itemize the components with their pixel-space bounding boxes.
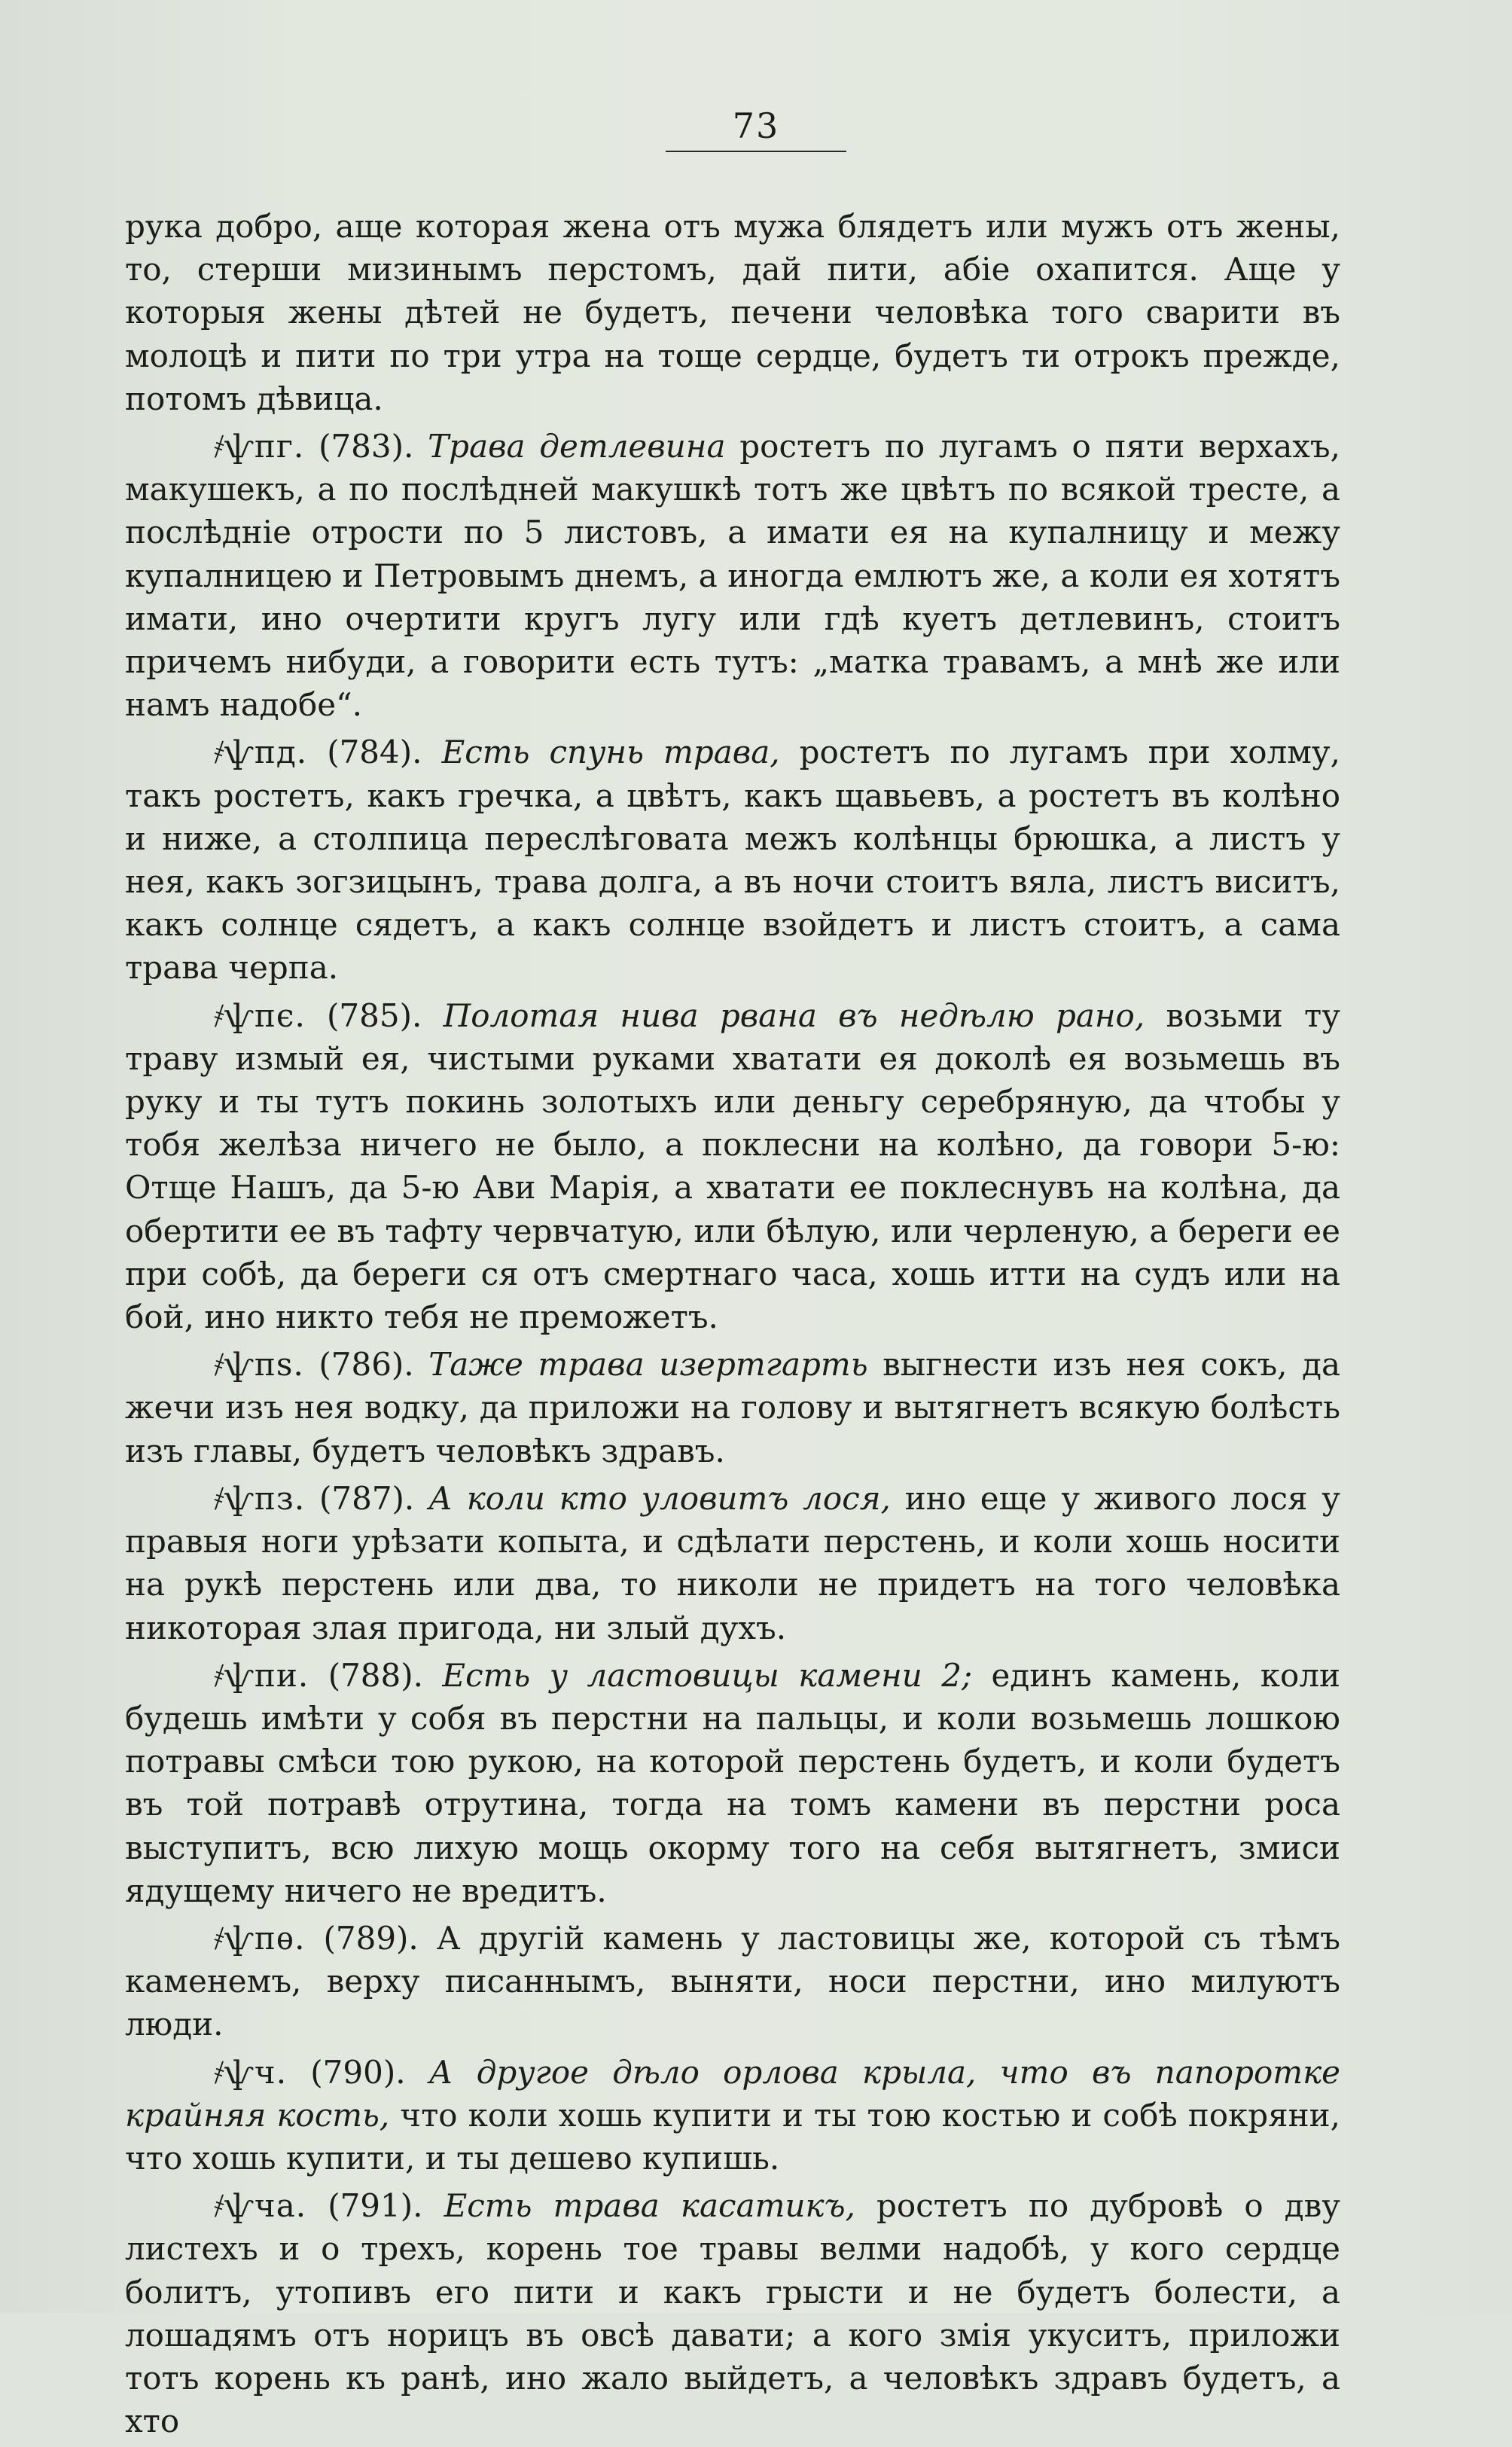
entry-title: Таже трава изертгарть (428, 1346, 868, 1384)
entry-784 (125, 731, 1340, 989)
entry-text: А другій камень у ластовицы же, которой съ тѣмъ каменемъ, верху писаннымъ, выняти, носи перстни, ино милуютъ люди. (125, 1919, 1340, 2043)
entry-title: Полотая нива рвана въ недѣлю рано, (443, 996, 1145, 1034)
entry-783 (125, 425, 1340, 726)
entry-title: А другое дѣло орлова крыла, что въ папоротке крайняя кость, (125, 2053, 1341, 2134)
entry-785 (125, 994, 1340, 1339)
entry-number: (791). (328, 2187, 423, 2225)
entry-numeral: ҂ѱпѳ. (214, 1919, 306, 1957)
entry-numeral: ҂ѱпд. (214, 734, 308, 771)
entry-790 (125, 2051, 1340, 2180)
entry-786 (125, 1343, 1340, 1472)
entry-numeral: ҂ѱча. (214, 2187, 307, 2225)
continuation-paragraph: рука добро, аще которая жена отъ мужа блядетъ или мужъ отъ жены, то, стерши мизинымъ перстомъ, дай пити, абіе охапится. Аще у которыя жены дѣтей не будетъ, печени человѣка того сварити въ молоцѣ и пити по три утра на тоще сердце, будетъ ти отрокъ прежде, потомъ дѣвица. (125, 208, 1340, 417)
body-text (125, 205, 1340, 2447)
entry-787 (125, 1477, 1340, 1649)
entry-text: единъ камень, коли будешь имѣти у собя въ перстни на пальцы, и коли возьмешь лошкою потравы смѣси тою рукою, на которой перстень будетъ, и коли будетъ въ той потравѣ отрутина, тогда на томъ камени въ перстни роса выступитъ, всю лихую мощь окорму того на себя вытягнетъ, змиси ядущему ничего не вредитъ. (125, 1656, 1341, 1909)
page-number: 73 (666, 105, 846, 152)
entry-number: (788). (328, 1656, 423, 1694)
entry-numeral: ҂ѱпє. (214, 996, 306, 1034)
entry-text: ростетъ по лугамъ при холму, такъ ростетъ, какъ гречка, а цвѣтъ, какъ щавьевъ, а ростетъ въ колѣно и ниже, а столпица переслѣговата межъ колѣнцы брюшка, а листъ у нея, какъ зогзицынъ, трава долга, а въ ночи стоитъ вяла, листъ виситъ, какъ солнце сядетъ, а какъ солнце взойдетъ и листъ стоитъ, а сама трава черпа. (125, 734, 1340, 987)
entry-789 (125, 1917, 1340, 2046)
entry-title: Трава детлевина (428, 428, 726, 465)
entry-number: (790). (310, 2053, 406, 2091)
entry-text: ростетъ по дубровѣ о дву листехъ и о трехъ, корень тое травы велми надобѣ, у кого сердце болитъ, утопивъ его пити и какъ грысти и не будетъ болести, а лошадямъ отъ норицъ въ овсѣ давати; а кого змія укуситъ, приложи тотъ корень къ ранѣ, ино жало выйдетъ, а человѣкъ здравъ будетъ, а хто (125, 2187, 1340, 2440)
entry-numeral: ҂ѱпи. (214, 1656, 309, 1694)
entry-text: возьми ту траву измый ея, чистыми руками хватати ея доколѣ ея возьмешь въ руку и ты тутъ покинь золотыхъ или деньгу серебряную, да чтобы у тобя желѣза ничего не было, а поклесни на колѣно, да говори 5-ю: Отще Нашъ, да 5-ю Ави Марія, а хватати ее поклеснувъ на колѣна, да обертити ее въ тафту червчатую, или бѣлую, или черленую, а береги ее при собѣ, да береги ся отъ смертнаго часа, хошь итти на судъ или на бой, ино никто тебя не преможетъ. (125, 996, 1340, 1336)
entry-number: (789). (323, 1919, 419, 1957)
entry-title: Есть спунь трава, (441, 734, 780, 771)
entry-number: (786). (319, 1346, 414, 1384)
entry-text: что коли хошь купити и ты тою костью и собѣ покряни, что хошь купити, и ты дешево купишь. (125, 2096, 1341, 2177)
entry-number: (784). (327, 734, 422, 771)
entry-numeral: ҂ѱч. (214, 2053, 288, 2091)
page-header (0, 105, 1512, 152)
entry-numeral: ҂ѱпѕ. (214, 1346, 304, 1384)
entry-numeral: ҂ѱпз. (214, 1479, 306, 1517)
entry-text: выгнести изъ нея сокъ, да жечи изъ нея водку, да приложи на голову и вытягнетъ всякую болѣсть изъ главы, будетъ человѣкъ здравъ. (125, 1346, 1340, 1469)
entry-title: А коли кто уловитъ лося, (428, 1479, 891, 1517)
entry-number: (787). (319, 1479, 415, 1517)
entry-numeral: ҂ѱпг. (214, 428, 305, 465)
entry-number: (783). (319, 428, 414, 465)
entry-title: Есть трава касатикъ, (444, 2187, 855, 2225)
entry-788 (125, 1654, 1340, 1912)
entry-text: ростетъ по лугамъ о пяти верхахъ, макушекъ, а по послѣдней макушкѣ тотъ же цвѣтъ по всякой тресте, а послѣдніе отрости по 5 листовъ, а имати ея на купалницу и межу купалницею и Петровымъ днемъ, а иногда емлютъ же, а коли ея хотятъ имати, ино очертити кругъ лугу или гдѣ куетъ детлевинъ, стоитъ причемъ нибуди, а говорити есть тутъ: „матка травамъ, а мнѣ же или намъ надобе“. (125, 428, 1340, 724)
entry-791 (125, 2184, 1340, 2442)
entry-text: ино еще у живого лося у правыя ноги урѣзати копыта, и сдѣлати перстень, и коли хошь носити на рукѣ перстень или два, то николи не придетъ на того человѣка никоторая злая пригода, ни злый духъ. (125, 1479, 1341, 1646)
entry-number: (785). (327, 996, 422, 1034)
entry-title: Есть у ластовицы камени 2; (442, 1656, 973, 1694)
